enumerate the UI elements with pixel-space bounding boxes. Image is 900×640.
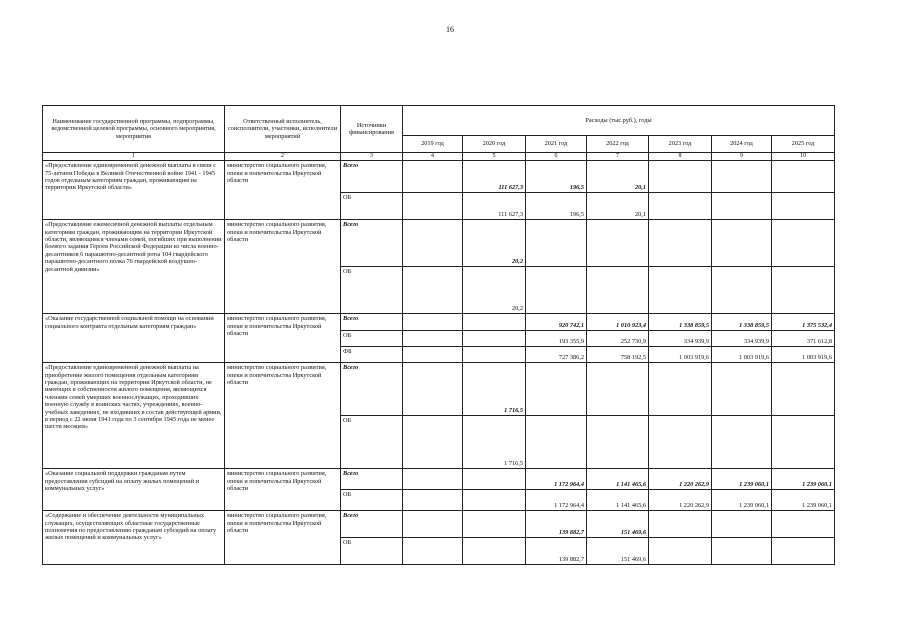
value-cell: 20,1 — [587, 193, 649, 220]
value-cell: 193 355,9 — [526, 331, 587, 347]
program-name: «Оказание государственной социальной помощи на основании социального контракта отдельным категориям граждан» — [43, 314, 225, 363]
value-cell: 1 338 859,5 — [649, 314, 712, 331]
value-cell: 1 003 919,6 — [772, 347, 835, 363]
program-name: «Предоставление единовременной денежной выплаты в связи с 75-летием Победы в Великой Отечественной войне 1941 - 1945 годов отдельным категориям граждан, проживающим на территории Иркутской области» — [43, 161, 225, 220]
value-cell — [712, 161, 772, 193]
value-cell — [772, 220, 835, 267]
value-cell — [649, 193, 712, 220]
executor: министерство социального развития, опеки и попечительства Иркутской области — [225, 220, 341, 314]
header-year: 2020 год — [463, 135, 526, 152]
column-number-row — [43, 153, 835, 161]
value-cell — [463, 469, 526, 490]
value-cell — [772, 511, 835, 538]
column-number: 7 — [587, 153, 649, 161]
source-label: Всего — [341, 220, 403, 267]
table-row — [43, 314, 835, 331]
value-cell: 1 141 465,6 — [587, 490, 649, 511]
value-cell — [403, 347, 463, 363]
header-year: 2024 год — [712, 135, 772, 152]
column-number: 10 — [772, 153, 835, 161]
value-cell: 1 338 859,5 — [712, 314, 772, 331]
value-cell — [712, 193, 772, 220]
value-cell: 334 939,9 — [712, 331, 772, 347]
header-expenses: Расходы (тыс.руб.), годы — [403, 106, 835, 136]
value-cell: 111 627,3 — [463, 193, 526, 220]
page-number: 16 — [446, 25, 454, 34]
expenses-table — [42, 105, 835, 565]
table-row — [43, 161, 835, 193]
value-cell: 196,5 — [526, 161, 587, 193]
value-cell: 1 172 964,4 — [526, 469, 587, 490]
header-year: 2025 год — [772, 135, 835, 152]
value-cell — [587, 363, 649, 416]
value-cell: 1 220 262,9 — [649, 469, 712, 490]
source-label: ОБ — [341, 490, 403, 511]
value-cell — [403, 267, 463, 314]
value-cell: 1 239 060,1 — [712, 469, 772, 490]
header-year: 2022 год — [587, 135, 649, 152]
value-cell — [526, 267, 587, 314]
executor: министерство социального развития, опеки и попечительства Иркутской области — [225, 511, 341, 565]
source-label: ОБ — [341, 416, 403, 469]
column-number: 3 — [341, 153, 403, 161]
value-cell — [463, 331, 526, 347]
value-cell: 1 003 919,6 — [649, 347, 712, 363]
program-name: «Оказание социальной поддержки гражданам путем предоставления субсидий на оплату жилых помещений и коммунальных услуг» — [43, 469, 225, 511]
program-name: «Предоставление ежемесячной денежной выплаты отдельным категориям граждан, проживающим на территории Иркутской области, являющимся членами семей, погибших при выполнении боевого задания Героев Российской Федерации из числа военно-десантников 6 парашютно-десантной роты 104 гвардейского парашютно-десантного полка 76 гвардейской воздушно-десантной дивизии» — [43, 220, 225, 314]
executor: министерство социального развития, опеки и попечительства Иркутской области — [225, 314, 341, 363]
value-cell: 1 239 060,1 — [772, 490, 835, 511]
value-cell — [403, 511, 463, 538]
column-number: 6 — [526, 153, 587, 161]
value-cell — [403, 193, 463, 220]
value-cell — [526, 416, 587, 469]
value-cell: 758 192,5 — [587, 347, 649, 363]
value-cell — [463, 347, 526, 363]
source-label: Всего — [341, 161, 403, 193]
value-cell — [712, 538, 772, 565]
value-cell — [587, 416, 649, 469]
source-label: Всего — [341, 314, 403, 331]
header-program-name: Наименование государственной программы, подпрограммы, ведомственной целевой программы, основного мероприятия, мероприятия — [43, 106, 225, 153]
source-label: ОБ — [341, 538, 403, 565]
value-cell — [712, 416, 772, 469]
column-number: 9 — [712, 153, 772, 161]
value-cell: 1 220 262,9 — [649, 490, 712, 511]
table-row — [43, 220, 835, 267]
value-cell — [403, 314, 463, 331]
value-cell: 1 239 060,1 — [712, 490, 772, 511]
value-cell: 20,2 — [463, 267, 526, 314]
value-cell — [463, 511, 526, 538]
column-number: 8 — [649, 153, 712, 161]
value-cell: 151 469,6 — [587, 511, 649, 538]
value-cell — [649, 267, 712, 314]
value-cell — [712, 511, 772, 538]
value-cell — [526, 363, 587, 416]
value-cell: 371 612,8 — [772, 331, 835, 347]
source-label: ОБ — [341, 267, 403, 314]
value-cell — [649, 161, 712, 193]
executor: министерство социального развития, опеки и попечительства Иркутской области — [225, 161, 341, 220]
value-cell — [712, 220, 772, 267]
value-cell — [403, 538, 463, 565]
value-cell: 139 882,7 — [526, 511, 587, 538]
value-cell — [772, 416, 835, 469]
value-cell — [712, 267, 772, 314]
value-cell: 1 172 964,4 — [526, 490, 587, 511]
table-row — [43, 363, 835, 416]
program-name: «Предоставление единовременной денежной выплаты на приобретение жилого помещения отдельным категориям граждан, проживающих на территории Иркутской области, не имеющих в собственности жилого помещения, являющихся членами семей умерших военнослужащих, проходивших военную службу в воинских частях, учреждениях, военно-учебных заведениях, не входивших в состав действующей армии, в период с 22 июня 1941 года по 3 сентября 1945 года не менее шести месяцев» — [43, 363, 225, 469]
source-label: ФБ — [341, 347, 403, 363]
column-number: 4 — [403, 153, 463, 161]
value-cell: 1 239 060,1 — [772, 469, 835, 490]
value-cell: 1 010 923,4 — [587, 314, 649, 331]
value-cell — [772, 193, 835, 220]
source-label: Всего — [341, 469, 403, 490]
value-cell: 20,1 — [587, 161, 649, 193]
value-cell — [649, 538, 712, 565]
value-cell — [463, 490, 526, 511]
value-cell: 1 375 532,4 — [772, 314, 835, 331]
value-cell — [403, 490, 463, 511]
value-cell — [649, 220, 712, 267]
executor: министерство социального развития, опеки и попечительства Иркутской области — [225, 363, 341, 469]
value-cell — [772, 161, 835, 193]
source-label: ОБ — [341, 193, 403, 220]
source-label: ОБ — [341, 331, 403, 347]
value-cell — [772, 363, 835, 416]
value-cell: 334 939,9 — [649, 331, 712, 347]
value-cell — [649, 363, 712, 416]
value-cell — [587, 220, 649, 267]
header-year: 2019 год — [403, 135, 463, 152]
value-cell — [772, 538, 835, 565]
value-cell — [712, 363, 772, 416]
value-cell — [463, 538, 526, 565]
value-cell — [649, 511, 712, 538]
value-cell: 111 627,3 — [463, 161, 526, 193]
value-cell: 252 730,9 — [587, 331, 649, 347]
value-cell: 139 882,7 — [526, 538, 587, 565]
source-label: Всего — [341, 511, 403, 538]
executor: министерство социального развития, опеки и попечительства Иркутской области — [225, 469, 341, 511]
column-number: 5 — [463, 153, 526, 161]
program-name: «Содержание и обеспечение деятельности муниципальных служащих, осуществляющих областные государственные полномочия по предоставлению гражданам субсидий на оплату жилых помещений и коммунальных услуг» — [43, 511, 225, 565]
value-cell: 20,2 — [463, 220, 526, 267]
value-cell — [403, 363, 463, 416]
header-year: 2021 год — [526, 135, 587, 152]
value-cell — [403, 469, 463, 490]
column-number: 2 — [225, 153, 341, 161]
value-cell — [649, 416, 712, 469]
value-cell: 727 386,2 — [526, 347, 587, 363]
header-funding-source: Источники финансирования — [341, 106, 403, 153]
header-year: 2023 год — [649, 135, 712, 152]
value-cell: 1 716,5 — [463, 416, 526, 469]
value-cell — [587, 267, 649, 314]
value-cell — [526, 220, 587, 267]
source-label: Всего — [341, 363, 403, 416]
value-cell: 920 742,1 — [526, 314, 587, 331]
table-row — [43, 511, 835, 538]
value-cell: 1 716,5 — [463, 363, 526, 416]
header-executor: Ответственный исполнитель, соисполнители, участники, исполнители мероприятий — [225, 106, 341, 153]
value-cell: 151 469,6 — [587, 538, 649, 565]
value-cell — [463, 314, 526, 331]
value-cell — [772, 267, 835, 314]
value-cell — [403, 220, 463, 267]
column-number: 1 — [43, 153, 225, 161]
value-cell — [403, 416, 463, 469]
value-cell — [403, 161, 463, 193]
value-cell: 196,5 — [526, 193, 587, 220]
table-row — [43, 469, 835, 490]
value-cell: 1 003 919,6 — [712, 347, 772, 363]
value-cell: 1 141 465,6 — [587, 469, 649, 490]
value-cell — [403, 331, 463, 347]
